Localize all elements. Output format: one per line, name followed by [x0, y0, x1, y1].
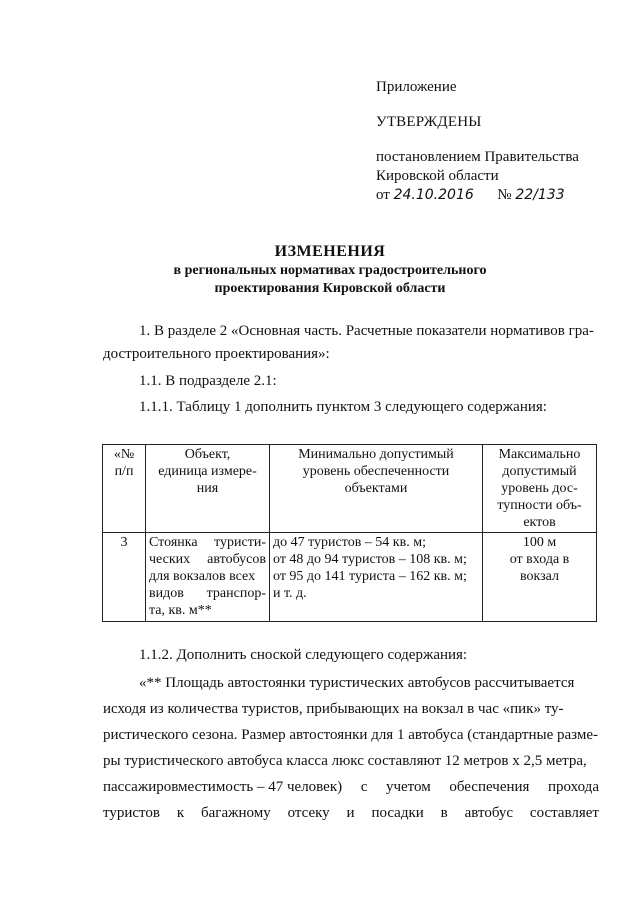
- row-min-level: до 47 туристов – 54 кв. м; от 48 до 94 туристов – 108 кв. м; от 95 до 141 туриста – 162 кв. м; и т. д.: [270, 533, 483, 622]
- row-object: Стоянка туристи- ческих автобусов для вокзалов всех видов транспор- та, кв. м**: [146, 533, 270, 622]
- title-sub2: проектирования Кировской области: [214, 281, 446, 296]
- document-title: [80, 242, 580, 298]
- table-row: [103, 533, 597, 622]
- header-number: «№ п/п: [103, 445, 146, 533]
- footnote-line: «** Площадь автостоянки туристических автобусов рассчитывается: [139, 675, 575, 691]
- date-prefix: от: [376, 187, 390, 203]
- appendix-label: Приложение: [376, 79, 457, 95]
- approved-label: УТВЕРЖДЕНЫ: [376, 114, 482, 130]
- paragraph-1-line2: достроительного проектирования»:: [103, 346, 330, 362]
- header-object: Объект, единица измере- ния: [146, 445, 270, 533]
- approval-block: [376, 78, 616, 205]
- number-prefix: №: [497, 187, 512, 203]
- title-main: ИЗМЕНЕНИЯ: [274, 243, 386, 260]
- paragraph-3: 1.1.1. Таблицу 1 дополнить пунктом 3 следующего содержания:: [139, 399, 547, 415]
- row-max-access: 100 м от входа в вокзал: [483, 533, 597, 622]
- footnote-line: пассажировместимость – 47 человек) с учетом обеспечения прохода: [103, 779, 599, 795]
- paragraph-footnote-intro: 1.1.2. Дополнить сноской следующего содержания:: [139, 647, 468, 663]
- paragraph-1-line1: 1. В разделе 2 «Основная часть. Расчетные показатели нормативов гра-: [139, 323, 594, 339]
- paragraph-2: 1.1. В подразделе 2.1:: [139, 373, 277, 389]
- footnote-line: ристического сезона. Размер автостоянки для 1 автобуса (стандартные разме-: [103, 727, 598, 743]
- row-number: 3: [103, 533, 146, 622]
- footnote-line: исходя из количества туристов, прибывающих на вокзал в час «пик» ту-: [103, 701, 564, 717]
- handwritten-date: 24.10.2016: [393, 187, 474, 203]
- date-number-line: [376, 186, 616, 205]
- table-header-row: [103, 445, 597, 533]
- norms-table: [102, 444, 597, 622]
- footnote-line: туристов к багажному отсеку и посадки в автобус составляет: [103, 805, 599, 821]
- footnote-text: [103, 670, 599, 826]
- header-max-access: Максимально допустимый уровень дос- тупности объ- ектов: [483, 445, 597, 533]
- header-min-level: Минимально допустимый уровень обеспеченности объектами: [270, 445, 483, 533]
- handwritten-number: 22/133: [515, 187, 565, 203]
- approved-by-line1: постановлением Правительства: [376, 149, 579, 165]
- footnote-line: ры туристического автобуса класса люкс составляют 12 метров х 2,5 метра,: [103, 753, 587, 769]
- approved-by-line2: Кировской области: [376, 168, 499, 184]
- title-sub1: в региональных нормативах градостроительного: [173, 263, 487, 278]
